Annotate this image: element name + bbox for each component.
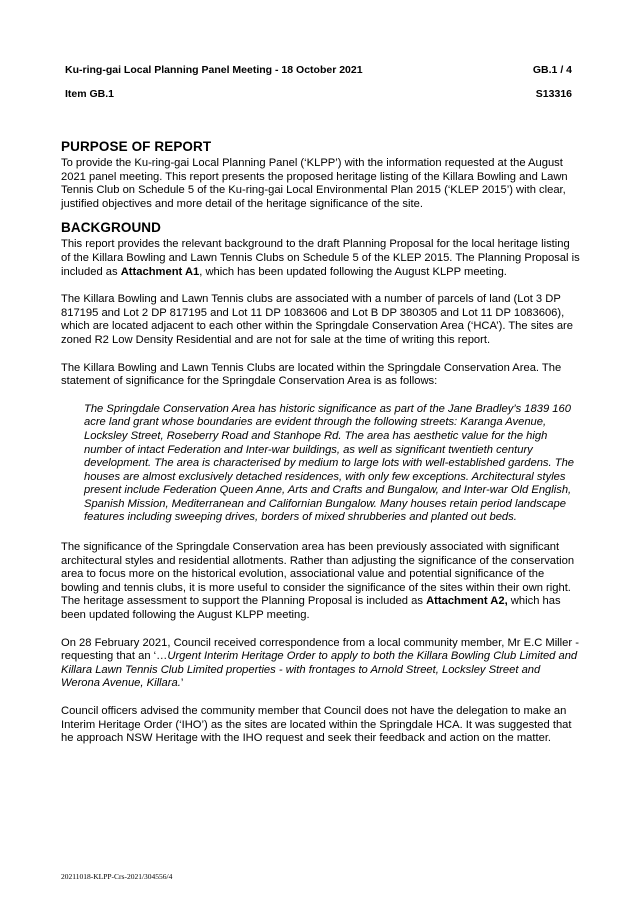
significance-quote: The Springdale Conservation Area has historic significance as part of the Jane Bradley’s 1839 160 acre land grant whose boundaries are evident through the following streets: Karanga Avenue, Locksley Street, Roseberry Road and Stanhope Rd. The area has aesthetic value for the high number of intact Federation and Inter-war buildings, as well as significant twentieth century development. The area is characterised by medium to large lots with well-established gardens. The houses are almost exclusively detached residences, with only few exceptions. Architectural styles present include Federation Queen Anne, Arts and Crafts and Bungalow, and Inter-war Old English, Spanish Mission, Mediterranean and Californian Bungalow. Many houses retain period landscape features including sweeping drives, borders of mixed shrubberies and planted out beds.	[84, 402, 575, 524]
page-reference: GB.1 / 4	[532, 64, 572, 76]
page-header	[65, 64, 572, 76]
meeting-title: Ku-ring-gai Local Planning Panel Meeting - 18 October 2021	[65, 64, 363, 76]
report-body	[61, 139, 581, 746]
iho-request-quote: Urgent Interim Heritage Order to apply to both the Killara Bowling Club Limited and Killara Lawn Tennis Club Limited properties - with frontages to Arnold Street, Locksley Street and Werona Avenue, Killara.	[61, 650, 578, 690]
purpose-heading: PURPOSE OF REPORT	[61, 139, 212, 154]
item-header	[65, 88, 572, 100]
item-number: Item GB.1	[65, 88, 115, 100]
background-paragraph-5: On 28 February 2021, Council received correspondence from a local community member, Mr E.C Miller - requesting that an ‘…Urgent Interim Heritage Order to apply to both the Killara Bowling Club Limited and Killara Lawn Tennis Club Limited properties - with frontages to Arnold Street, Locksley Street and Werona Avenue, Killara.’	[61, 636, 579, 690]
background-paragraph-4: The significance of the Springdale Conservation area has been previously associated with significant architectural styles and residential allotments. Rather than adjusting the significance of the conservation area to focus more on the historical evolution, associational value and potential significance of the bowling and tennis clubs, it is more useful to consider the significance of the sites within their own right. The heritage assessment to support the Planning Proposal is included as Attachment A2, which has been updated following the August KLPP meeting.	[61, 541, 575, 622]
background-paragraph-3: The Killara Bowling and Lawn Tennis Clubs are located within the Springdale Conservation Area. The statement of significance for the Springdale Conservation Area is as follows:	[61, 361, 562, 388]
attachment-a2-ref: Attachment A2,	[426, 595, 508, 608]
background-paragraph-1: This report provides the relevant background to the draft Planning Proposal for the local heritage listing of the Killara Bowling and Lawn Tennis Clubs on Schedule 5 of the KLEP 2015. The Planning Proposal is included as Attachment A1, which has been updated following the August KLPP meeting.	[61, 238, 580, 278]
file-reference: S13316	[535, 88, 572, 100]
purpose-paragraph: To provide the Ku-ring-gai Local Planning Panel (‘KLPP’) with the information requested at the August 2021 panel meeting. This report presents the proposed heritage listing of the Killara Bowling and Lawn Tennis Club on Schedule 5 of the Ku-ring-gai Local Environmental Plan 2015 (‘KLEP 2015’) with clear, justified objectives and more detail of the heritage significance of the site.	[61, 157, 568, 210]
document-reference: 20211018-KLPP-Crs-2021/304556/4	[61, 872, 173, 881]
attachment-a1-ref: Attachment A1	[120, 265, 200, 278]
background-paragraph-2: The Killara Bowling and Lawn Tennis clubs are associated with a number of parcels of land (Lot 3 DP 817195 and Lot 2 DP 817195 and Lot 11 DP 1083606 and Lot B DP 380305 and Lot 11 DP 1083606), which are located adjacent to each other within the Springdale Conservation Area (‘HCA’). The sites are zoned R2 Low Density Residential and are not for sale at the time of writing this report.	[61, 293, 574, 346]
background-paragraph-6: Council officers advised the community member that Council does not have the delegation to make an Interim Heritage Order (‘IHO’) as the sites are located within the Springdale HCA. It was suggested that he approach NSW Heritage with the IHO request and seek their feedback and action on the matter.	[61, 705, 572, 745]
background-heading: BACKGROUND	[61, 220, 161, 236]
